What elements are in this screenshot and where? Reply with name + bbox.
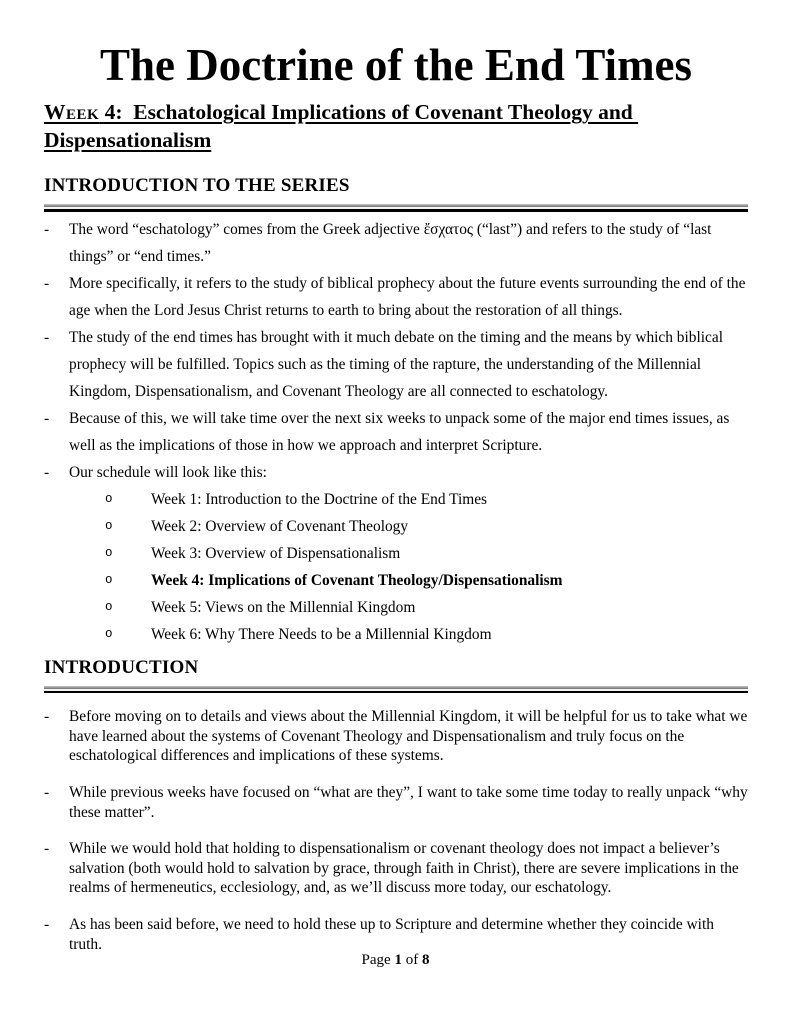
schedule-item-current-week: [44, 567, 748, 594]
footer-page-number: 1: [394, 952, 402, 968]
week-subtitle: [44, 99, 748, 154]
bullet-item: [44, 405, 748, 459]
bullet-text: Before moving on to details and views about the Millennial Kingdom, it will be helpful for us to take what we have learned about the systems of Covenant Theology and Dispensationalism and truly focus on the eschatological differences and implications of these systems.: [69, 708, 748, 765]
schedule-text: Week 3: Overview of Dispensationalism: [151, 544, 401, 562]
schedule-marker: o: [105, 599, 113, 614]
bullet-marker: -: [44, 328, 50, 346]
section-introduction: [44, 657, 748, 954]
schedule-marker: o: [105, 572, 113, 587]
bullet-text: While we would hold that holding to dispensationalism or covenant theology does not impact a believer’s salvation (both would hold to salvation by grace, through faith in Christ), there are severe implications in the realms of hermeneutics, ecclesiology, and, as we’ll discuss more today, our eschatology.: [69, 840, 739, 897]
heading-rule: [44, 686, 748, 694]
bullet-text: Our schedule will look like this:: [69, 463, 267, 481]
bullet-marker: -: [44, 220, 50, 238]
schedule-item: [44, 486, 748, 513]
bullet-item: [44, 216, 748, 270]
schedule-item: [44, 594, 748, 621]
bullet-text: While previous weeks have focused on “what are they”, I want to take some time today to really unpack “why these matter”.: [69, 784, 748, 821]
schedule-item: [44, 540, 748, 567]
bullet-text: Because of this, we will take time over the next six weeks to unpack some of the major end times issues, as well as the implications of those in how we approach and interpret Scripture.: [69, 409, 730, 454]
bullet-item: [44, 839, 748, 898]
bullet-marker: -: [44, 463, 50, 481]
schedule-text: Week 6: Why There Needs to be a Millennial Kingdom: [151, 625, 492, 643]
schedule-text: Week 2: Overview of Covenant Theology: [151, 517, 409, 535]
bullet-list: [44, 707, 748, 954]
bullet-marker: -: [44, 840, 50, 858]
bullet-marker: -: [44, 409, 50, 427]
subtitle-line-1: [44, 100, 638, 124]
bullet-text: The word “eschatology” comes from the Greek adjective ἔσχατος (“last”) and refers to the study of “last things” or “end times.”: [69, 220, 712, 265]
subtitle-line-2: Dispensationalism: [44, 127, 212, 152]
footer-of: of: [405, 952, 419, 968]
section-heading: INTRODUCTION: [44, 656, 199, 678]
bullet-item: [44, 459, 748, 486]
schedule-list: [44, 486, 748, 648]
footer-label: Page: [361, 952, 391, 968]
schedule-marker: o: [105, 545, 113, 560]
bullet-marker: -: [44, 916, 50, 934]
bullet-marker: -: [44, 274, 50, 292]
bullet-marker: -: [44, 784, 50, 802]
week-word: Week: [44, 100, 100, 125]
section-heading: INTRODUCTION TO THE SERIES: [44, 175, 350, 197]
bullet-item: [44, 915, 748, 954]
bullet-marker: -: [44, 708, 50, 726]
schedule-marker: o: [105, 518, 113, 533]
bullet-text: More specifically, it refers to the study of biblical prophecy about the future events surrounding the end of the age when the Lord Jesus Christ returns to earth to bring about the restoration of all things.: [69, 274, 746, 319]
schedule-item: [44, 621, 748, 648]
footer-total-pages: 8: [421, 952, 430, 968]
schedule-text: Week 5: Views on the Millennial Kingdom: [151, 598, 416, 616]
bullet-item: [44, 707, 748, 766]
subtitle-line-1-rest: 4: Eschatological Implications of Covenant Theology and: [99, 100, 639, 125]
schedule-marker: o: [105, 491, 113, 506]
bullet-item: [44, 324, 748, 405]
heading-rule: [44, 204, 748, 212]
bullet-item: [44, 783, 748, 822]
schedule-text: Week 1: Introduction to the Doctrine of the End Times: [151, 490, 488, 508]
schedule-text: Week 4: Implications of Covenant Theology/Dispensationalism: [151, 571, 563, 589]
section-intro-series: [44, 175, 748, 648]
schedule-marker: o: [105, 626, 113, 641]
bullet-text: The study of the end times has brought with it much debate on the timing and the means by which biblical prophecy will be fulfilled. Topics such as the timing of the rapture, the understanding of the Millennial Kingdom, Dispensationalism, and Covenant Theology are all connected to eschatology.: [69, 328, 723, 400]
schedule-item: [44, 513, 748, 540]
page-title: The Doctrine of the End Times: [99, 40, 693, 90]
page-footer: [0, 952, 791, 969]
bullet-list: [44, 216, 748, 648]
bullet-item: [44, 270, 748, 324]
bullet-text: As has been said before, we need to hold these up to Scripture and determine whether they coincide with truth.: [69, 916, 714, 953]
